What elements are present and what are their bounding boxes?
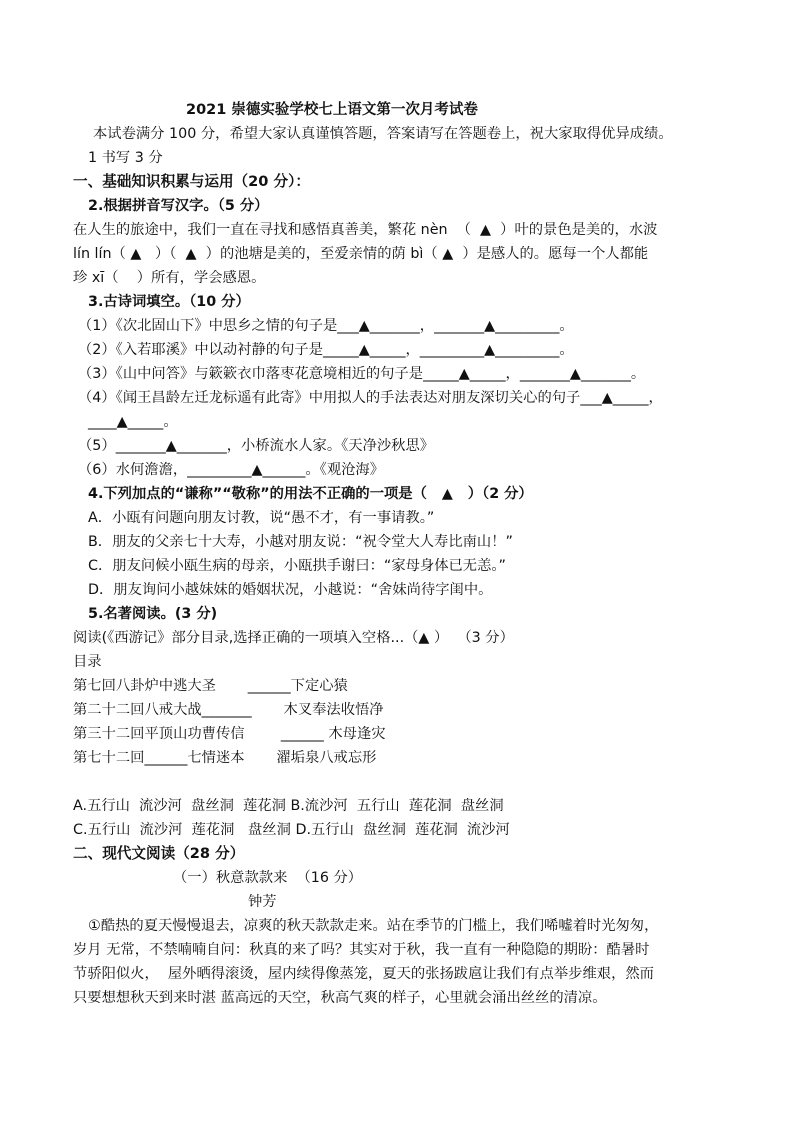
- article-paragraph-line: 只要想想秋天到来时湛 蓝高远的天空，秋高气爽的样子，心里就会涌出丝丝的清凉。: [73, 990, 607, 1006]
- article-paragraph-line: 节骄阳似火， 屋外晒得滚烫，屋内续得像蒸笼，夏天的张扬跋扈让我们有点举步维艰，然而: [73, 966, 654, 982]
- exam-intro: 本试卷满分 100 分，希望大家认真谨慎答题，答案请写在答题卷上，祝大家取得优异成绩。: [93, 126, 673, 142]
- question-1-handwriting: 1 书写 3 分: [88, 150, 163, 166]
- toc-label: 目录: [73, 654, 102, 670]
- question-4-option-a: A．小瓯有问题向朋友讨教，说“愚不才，有一事请教。”: [88, 510, 435, 526]
- question-4-option-b: B．朋友的父亲七十大寿，小越对朋友说：“祝令堂大人寿比南山！”: [88, 534, 513, 550]
- question-5-choices: C.五行山 流沙河 莲花洞 盘丝洞 D.五行山 盘丝洞 莲花洞 流沙河: [73, 822, 510, 838]
- question-4-option-d: D．朋友询问小越妹妹的婚姻状况，小越说：“舍妹尚待字闺中。: [88, 582, 493, 598]
- part-2-heading: 二、现代文阅读（28 分）: [73, 845, 245, 862]
- article-author: 钟芳: [248, 894, 277, 910]
- article-paragraph-line: ①酷热的夏天慢慢退去，凉爽的秋天款款走来。站在季节的门槛上，我们唏嘘着时光匆匆，: [88, 918, 659, 934]
- poem-fill-line: （1）《次北固山下》中思乡之情的句子是___▲_______，_______▲_________。: [78, 318, 574, 334]
- toc-entry: 第七回八卦炉中逃大圣 ______下定心猿: [73, 678, 348, 694]
- toc-entry: 第七十二回______七情迷本 濯垢泉八戒忘形: [73, 750, 377, 766]
- poem-fill-line: （2）《入若耶溪》中以动衬静的句子是_____▲_____，_________▲_________。: [78, 342, 574, 358]
- exam-title: 2021 崇德实验学校七上语文第一次月考试卷: [186, 102, 478, 118]
- toc-entry: 第三十二回平顶山功曹传信 ______ 木母逢灾: [73, 726, 386, 742]
- poem-fill-line: （5）_______▲_______，小桥流水人家。《天净沙秋思》: [78, 438, 435, 454]
- question-4-heading: 4.下列加点的“谦称”“敬称”的用法不正确的一项是（ ▲ ）（2 分）: [88, 486, 533, 502]
- question-4-option-c: C．朋友问候小瓯生病的母亲，小瓯拱手谢曰：“家母身体已无恙。”: [88, 558, 506, 574]
- question-2-line: lín lín（ ▲ ）（ ▲ ）的池塘是美的，至爱亲情的荫 bì（ ▲ ）是感人的。愿每一个人都能: [73, 246, 649, 262]
- question-5-choices: A.五行山 流沙河 盘丝洞 莲花洞 B.流沙河 五行山 莲花洞 盘丝洞: [73, 798, 504, 814]
- question-5-heading: 5.名著阅读。(3 分): [88, 606, 218, 622]
- toc-entry: 第二十二回八戒大战_______ 木叉奉法收悟净: [73, 702, 384, 718]
- article-title: （一）秋意款款来 （16 分）: [173, 870, 363, 886]
- poem-fill-line: （3）《山中问答》与簌簌衣巾落枣花意境相近的句子是_____▲_____，_______▲_______。: [78, 366, 646, 382]
- question-2-line: 在人生的旅途中，我们一直在寻找和感悟真善美，繁花 nèn （ ▲ ）叶的景色是美的，水波: [73, 222, 658, 238]
- poem-fill-line: （4）《闻王昌龄左迁龙标遥有此寄》中用拟人的手法表达对朋友深切关心的句子___▲_____，: [78, 390, 663, 406]
- part-1-heading: 一、基础知识积累与运用（20 分）：: [73, 173, 310, 190]
- question-3-heading: 3.古诗词填空。（10 分）: [88, 294, 250, 310]
- question-2-line: 珍 xī（ ）所有，学会感恩。: [73, 270, 266, 286]
- poem-fill-line: ____▲_____。: [88, 414, 178, 430]
- poem-fill-line: （6）水何澹澹，_________▲______。《观沧海》: [78, 462, 385, 478]
- question-2-heading: 2.根据拼音写汉字。（5 分）: [88, 198, 269, 214]
- article-paragraph-line: 岁月 无常，不禁喃喃自问：秋真的来了吗？其实对于秋，我一直有一种隐隐的期盼：酷暑时: [73, 942, 650, 958]
- question-5-prompt: 阅读(《西游记》部分目录,选择正确的一项填入空格...（▲ ） （3 分）: [73, 630, 514, 646]
